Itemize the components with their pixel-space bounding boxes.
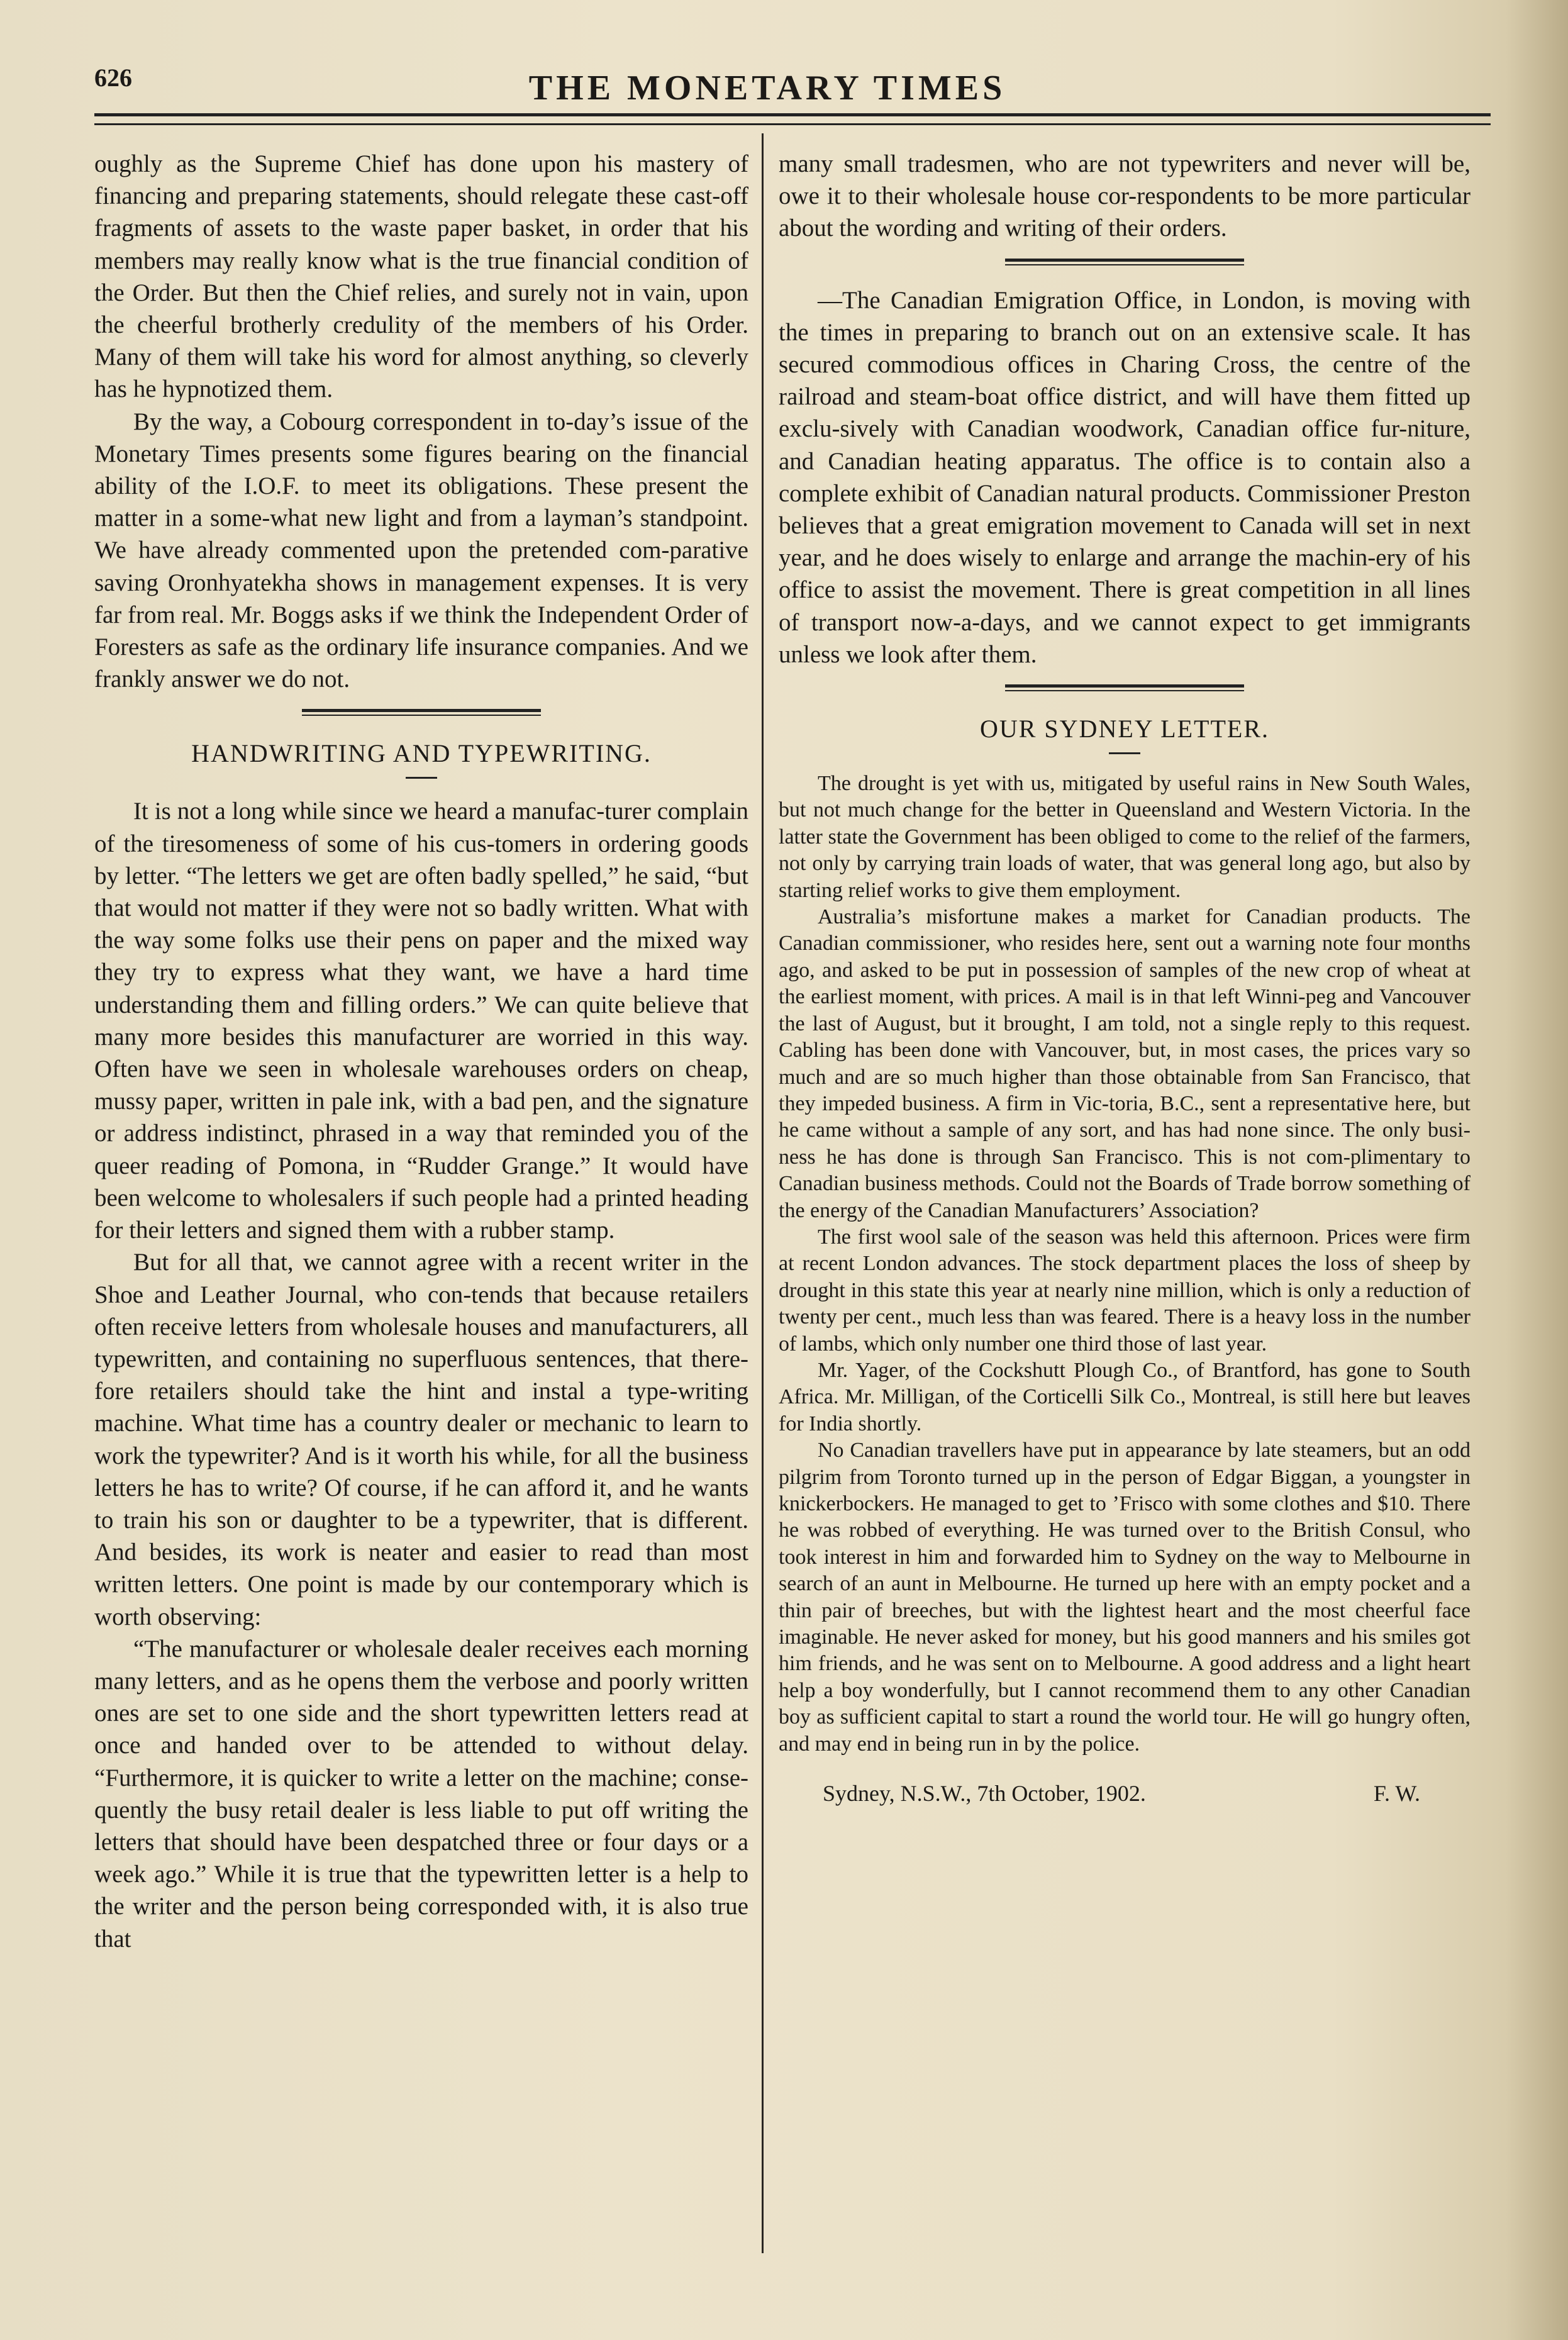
- column-divider: [762, 133, 764, 2253]
- heading-dash: [1109, 752, 1140, 754]
- header-rule-thick: [94, 113, 1491, 116]
- article-paragraph: It is not a long while since we heard a manufac-turer complain of the tiresomeness of some of his cus-tomers in ordering goods by letter. “The letters we get are often badly spelled,” he said, “but that would not matter if they were not so badly written. What with the way some folks use their pens on paper and the mixed way they try to express what they want, we have a hard time understanding them and filling orders.” We can quite believe that many more besides this manufacturer are worried in this way. Often have we seen in wholesale warehouses orders on cheap, mussy paper, written in pale ink, with a bad pen, and the signature or address indistinct, phrased in a way that reminded you of the queer reading of Pomona, in “Rudder Grange.” It would have been welcome to wholesalers if such people had a printed heading for their letters and signed them with a rubber stamp.: [94, 798, 748, 1244]
- section-separator: [1005, 684, 1244, 691]
- cobourg-paragraph: By the way, a Cobourg correspondent in to-day’s issue of the Monetary Times presents some figures bearing on the financial ability of the I.O.F. to meet its obligations. These present the matter in a some-what new light and from a layman’s standpoint. We have already commented upon the pretended com-parative saving Oronhyatekha shows in management expenses. It is very far from real. Mr. Boggs asks if we think the Independent Order of Foresters as safe as the ordinary life insurance companies. And we frankly answer we do not.: [94, 408, 748, 693]
- article-heading: HANDWRITING AND TYPEWRITING.: [191, 739, 652, 768]
- letter-heading: OUR SYDNEY LETTER.: [979, 715, 1270, 744]
- letter-paragraph: Australia’s misfortune makes a market for Canadian products. The Canadian commissioner, who resides here, sent out a warning note four months ago, and asked to be put in possession of samples of the new crop of wheat at the earliest moment, with prices. A mail is in that left Winni-peg and Vancouver the last of August, but it brought, I am told, not a single reply to this request. Cabling has been done with Vancouver, but, in most cases, the prices vary so much and are so much higher than those obtainable from San Francisco, that they impeded business. A firm in Vic-toria, B.C., sent a representative here, but he came without a sample of any sort, and has had none since. The only busi-ness he has done is through San Francisco. This is not com-plimentary to Canadian business methods. Could not the Boards of Trade borrow something of the energy of the Canadian Manufacturers’ Association?: [779, 905, 1471, 1222]
- heading-dash: [406, 777, 437, 779]
- right-column: [779, 148, 1471, 1807]
- article-quote-paragraph: “The manufacturer or wholesale dealer receives each morning many letters, and as he opens them the verbose and poorly written ones are set to one side and the short typewritten letters read at once and handed over to be attended to without delay. “Furthermore, it is quicker to write a letter on the machine; conse-quently the busy retail dealer is less liable to put off writing the letters that should have been despatched three or four days or a week ago.” While it is true that the typewritten letter is a help to the writer and the person being corresponded with, it is also true that: [94, 1635, 748, 1953]
- left-column: [94, 148, 748, 1955]
- dateline: Sydney, N.S.W., 7th October, 1902.: [823, 1781, 1146, 1807]
- signature: F. W.: [1373, 1781, 1420, 1807]
- letter-paragraph: No Canadian travellers have put in appearance by late steamers, but an odd pilgrim from Toronto turned up in the person of Edgar Biggan, a youngster in knickerbockers. He managed to get to ’Frisco with some clothes and $10. There he was robbed of everything. He was turned over to the British Consul, who took interest in him and forwarded him to Sydney on the way to Melbourne in search of an aunt in Melbourne. He turned up here with an empty pocket and a thin pair of breeches, but with the lightest heart and the most cheerful face imaginable. He never asked for money, but his good manners and his smiles got him friends, and he was sent on to Melbourne. A good address and a light heart help a boy wonderfully, but I cannot recommend them to any other Canadian boy as sufficient capital to start a round the world tour. He will go hungry often, and may end in being run in by the police.: [779, 1439, 1471, 1756]
- publication-title: THE MONETARY TIMES: [528, 69, 1006, 108]
- letter-paragraph: The first wool sale of the season was held this afternoon. Prices were firm at recent London advances. The stock department places the loss of sheep by drought in this state this year at nearly nine million, which is only a reduction of twenty per cent., much less than was feared. There is a heavy loss in the number of lambs, which only number one third those of last year.: [779, 1225, 1471, 1356]
- article-continuation-paragraph: oughly as the Supreme Chief has done upon his mastery of financing and preparing statements, should relegate these cast-off fragments of assets to the waste paper basket, in order that his members may really know what is the true financial condition of the Order. But then the Chief relies, and surely not in vain, upon the cheerful brotherly credulity of the members of his Order. Many of them will take his word for almost anything, so cleverly has he hypnotized them.: [94, 150, 748, 403]
- section-separator: [302, 709, 541, 716]
- page-number: 626: [94, 64, 132, 92]
- header-rule-thin: [94, 123, 1491, 125]
- letter-paragraph: Mr. Yager, of the Cockshutt Plough Co., of Brantford, has gone to South Africa. Mr. Milligan, of the Corticelli Silk Co., Montreal, is still here but leaves for India shortly.: [779, 1358, 1471, 1435]
- emigration-paragraph: —The Canadian Emigration Office, in London, is moving with the times in preparing to branch out on an extensive scale. It has secured commodious offices in Charing Cross, the centre of the railroad and steam-boat office district, and will have them fitted up exclu-sively with Canadian woodwork, Canadian office fur-niture, and Canadian heating apparatus. The office is to contain also a complete exhibit of Canadian natural products. Commissioner Preston believes that a great emigration movement to Canada will set in next year, and he does wisely to enlarge and arrange the machin-ery of his office to assist the movement. There is great competition in all lines of transport now-a-days, and we cannot expect to get immigrants unless we look after them.: [779, 286, 1471, 668]
- letter-signoff: [779, 1780, 1471, 1807]
- section-separator: [1005, 259, 1244, 265]
- article-continuation-paragraph: many small tradesmen, who are not typewriters and never will be, owe it to their wholesale house cor-respondents to be more particular about the wording and writing of their orders.: [779, 150, 1471, 242]
- letter-paragraph: The drought is yet with us, mitigated by useful rains in New South Wales, but not much change for the better in Queensland and Western Victoria. In the latter state the Government has been obliged to come to the relief of the farmers, not only by carrying train loads of water, that was general long ago, but also by starting relief works to give them employment.: [779, 772, 1471, 902]
- article-paragraph: But for all that, we cannot agree with a recent writer in the Shoe and Leather Journal, who con-tends that because retailers often receive letters from wholesale houses and manufacturers, all typewritten, and containing no superfluous sentences, that there-fore retailers should take the hint and instal a type-writing machine. What time has a country dealer or mechanic to learn to work the typewriter? And is it worth his while, for all the business letters he has to write? Of course, if he can afford it, and he wants to train his son or daughter to be a typewriter, that is different. And besides, its work is neater and easier to read than most written letters. One point is made by our contemporary which is worth observing:: [94, 1249, 748, 1630]
